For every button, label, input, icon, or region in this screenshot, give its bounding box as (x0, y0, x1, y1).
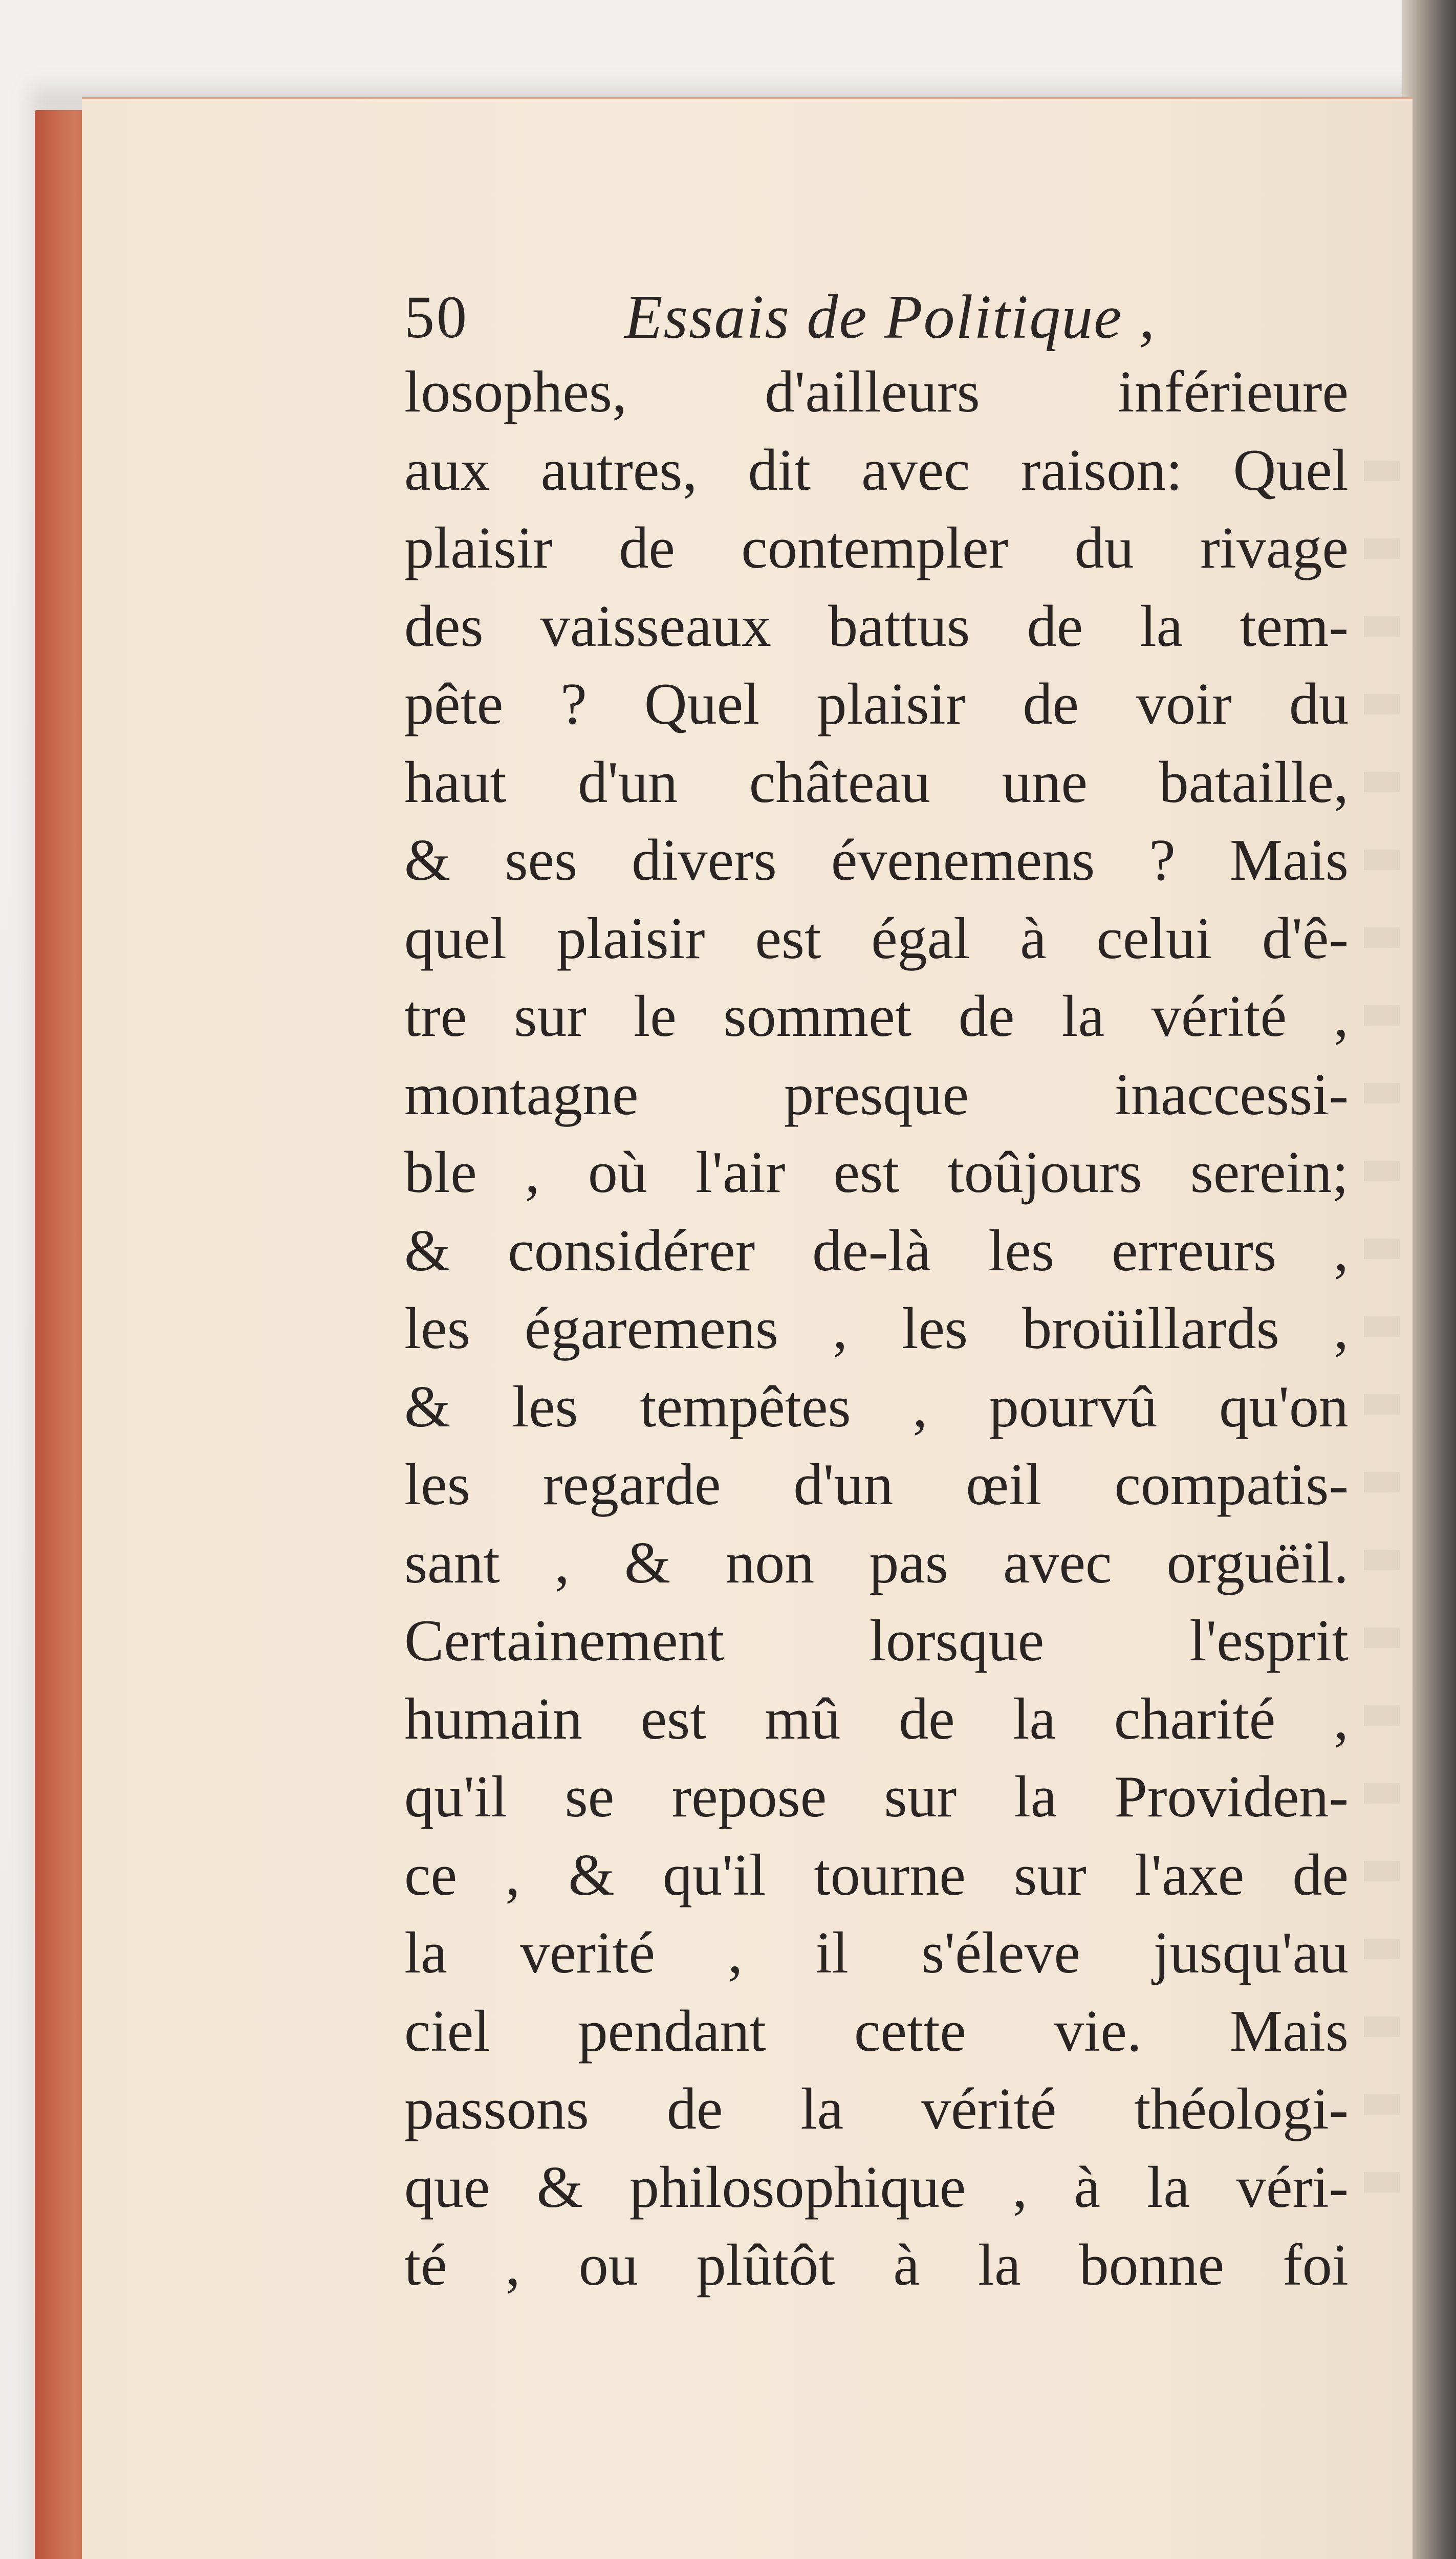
text-line: montagne presque inaccessi- (404, 1061, 1349, 1127)
body-text (404, 353, 1349, 2305)
text-line: que & philosophique , à la véri- (404, 2154, 1349, 2220)
running-head (404, 279, 1366, 356)
text-line: & ses divers évenemens ? Mais (404, 828, 1349, 893)
text-line: ce , & qu'il tourne sur l'axe de (404, 1842, 1349, 1908)
text-line: té , ou plûtôt à la bonne foi (404, 2232, 1349, 2298)
text-line: tre sur le sommet de la vérité , (404, 984, 1349, 1049)
text-line: sant , & non pas avec orguëil. (404, 1530, 1349, 1596)
text-line: la verité , il s'éleve jusqu'au (404, 1920, 1349, 1986)
text-line: losophes, d'ailleurs inférieure (404, 359, 1349, 425)
text-line: & les tempêtes , pourvû qu'on (404, 1374, 1349, 1440)
text-line: aux autres, dit avec raison: Quel (404, 437, 1349, 503)
text-line: Certainement lorsque l'esprit (404, 1608, 1349, 1674)
text-line: humain est mû de la charité , (404, 1686, 1349, 1752)
show-through-marks (1364, 461, 1400, 2201)
text-line: passons de la vérité théologi- (404, 2076, 1349, 2142)
text-line: les regarde d'un œil compatis- (404, 1452, 1349, 1517)
text-line: les égaremens , les broüillards , (404, 1296, 1349, 1361)
text-line: haut d'un château une bataille, (404, 749, 1349, 815)
text-line: & considérer de-là les erreurs , (404, 1218, 1349, 1284)
text-line: qu'il se repose sur la Providen- (404, 1764, 1349, 1830)
text-line: plaisir de contempler du rivage (404, 515, 1349, 581)
text-line: ble , où l'air est toûjours serein; (404, 1140, 1349, 1205)
page-number: 50 (404, 284, 469, 351)
text-line: quel plaisir est égal à celui d'ê- (404, 905, 1349, 971)
running-title: Essais de Politique , (624, 283, 1156, 352)
text-line: ciel pendant cette vie. Mais (404, 1998, 1349, 2064)
text-line: des vaisseaux battus de la tem- (404, 593, 1349, 659)
text-line: pête ? Quel plaisir de voir du (404, 671, 1349, 737)
